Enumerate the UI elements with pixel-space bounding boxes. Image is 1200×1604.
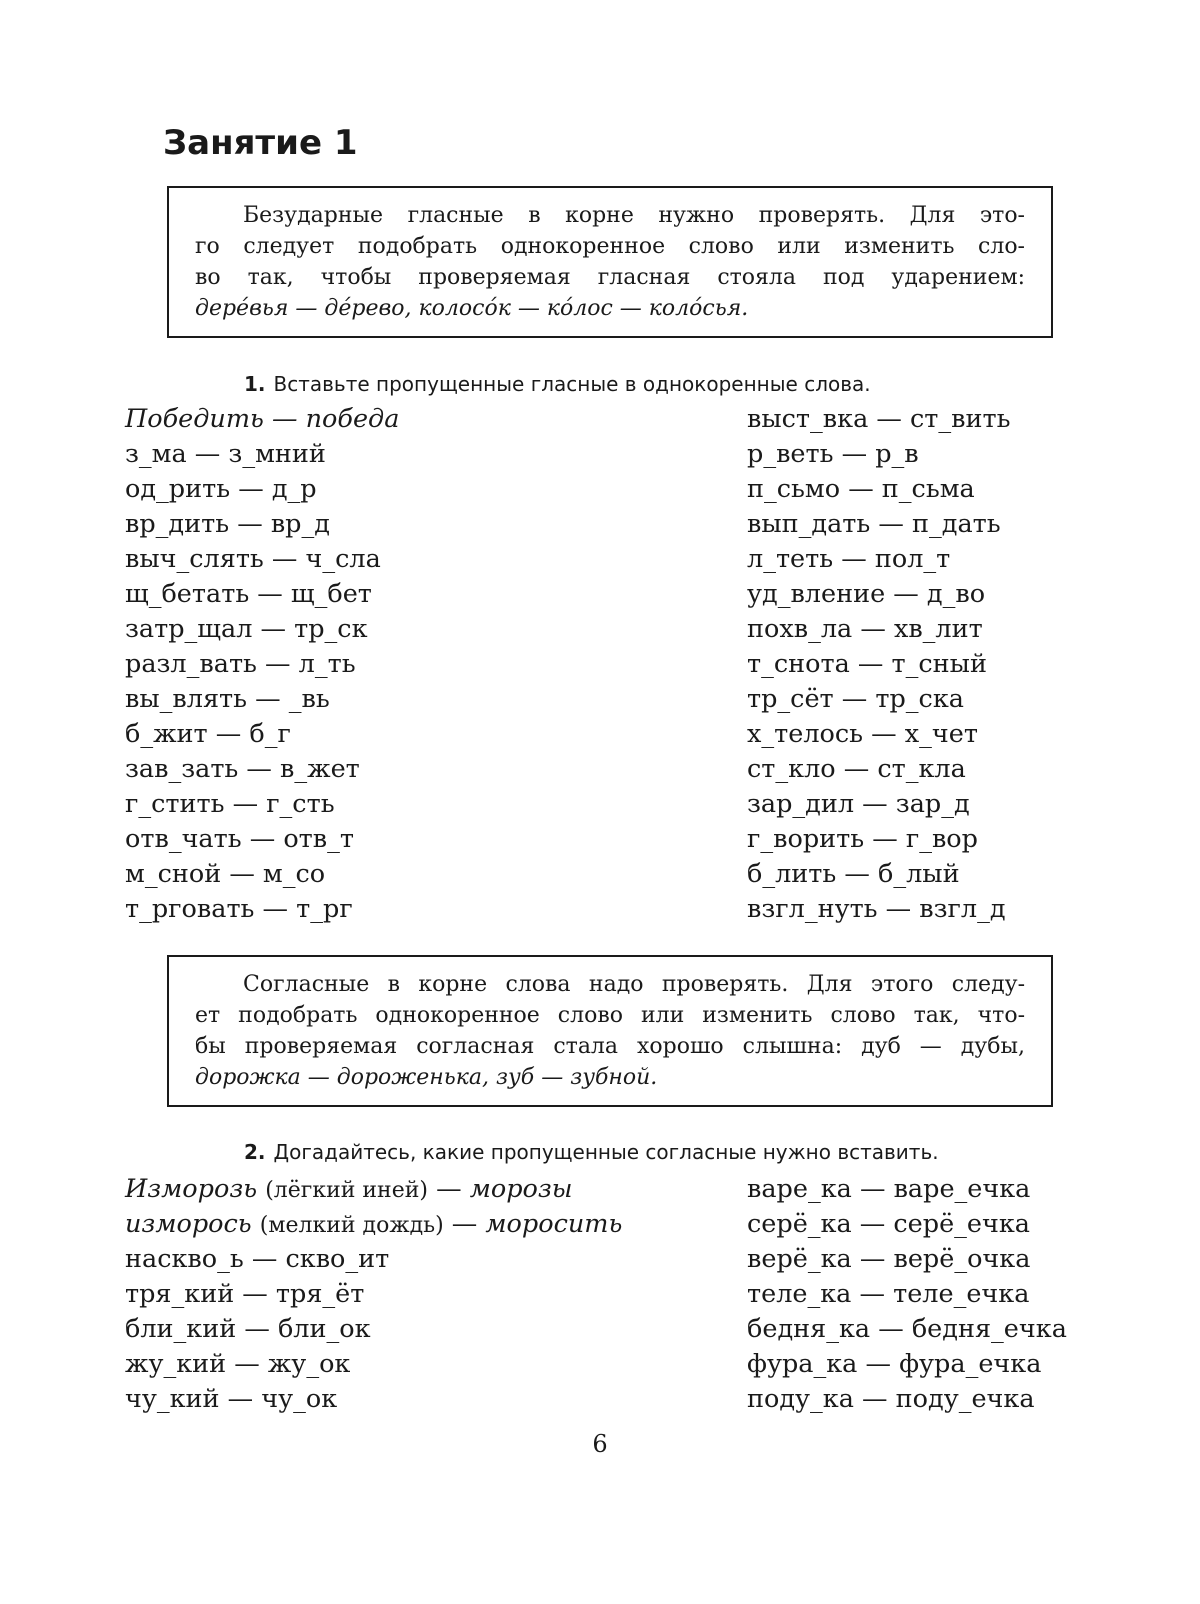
exercise-example: Победить — победа xyxy=(125,404,400,434)
exercise-item: зав_зать — в_жет xyxy=(125,754,360,784)
exercise-item: уд_вление — д_во xyxy=(747,579,986,609)
exercise-item: р_веть — р_в xyxy=(747,439,919,469)
task-number: 1. xyxy=(244,372,266,396)
exercise-item: т_снота — т_сный xyxy=(747,649,987,679)
exercise-item: выст_вка — ст_вить xyxy=(747,404,1011,434)
exercise-item: жу_кий — жу_ок xyxy=(125,1349,351,1379)
rule-box-vowels xyxy=(167,186,1053,338)
exercise-item: п_сьмо — п_сьма xyxy=(747,474,975,504)
rule-line: го следует подобрать однокоренное слово или изменить сло- xyxy=(195,234,1025,259)
rule-line: во так, чтобы проверяемая гласная стояла под ударением: xyxy=(195,265,1025,290)
exercise-item: выч_слять — ч_сла xyxy=(125,544,381,574)
rule-line: Согласные в корне слова надо проверять. Для этого следу- xyxy=(243,972,1025,997)
task-text: Догадайтесь, какие пропущенные согласные нужно вставить. xyxy=(273,1140,939,1164)
exercise-item: бли_кий — бли_ок xyxy=(125,1314,371,1344)
page-number: 6 xyxy=(592,1430,608,1458)
exercise-item: вр_дить — вр_д xyxy=(125,509,330,539)
rule-line: бы проверяемая согласная стала хорошо слышна: дуб — дубы, xyxy=(195,1034,1025,1059)
exercise-item: щ_бетать — щ_бет xyxy=(125,579,372,609)
exercise-item: г_стить — г_сть xyxy=(125,789,335,819)
task-1-instruction xyxy=(244,370,871,398)
rule-example-line: дорожка — дороженька, зуб — зубной. xyxy=(195,1065,658,1090)
exercise-item: л_теть — пол_т xyxy=(747,544,951,574)
rule-example-line: дере́вья — де́рево, колосо́к — ко́лос — коло́сья. xyxy=(195,296,749,321)
exercise-item: отв_чать — отв_т xyxy=(125,824,355,854)
exercise-item: т_рговать — т_рг xyxy=(125,894,353,924)
exercise-2-right-column xyxy=(747,1172,1067,1417)
example-word: изморось xyxy=(125,1209,252,1239)
exercise-item: зар_дил — зар_д xyxy=(747,789,970,819)
exercise-item: з_ма — з_мний xyxy=(125,439,326,469)
exercise-item: варе_ка — варе_ечка xyxy=(747,1174,1031,1204)
exercise-item: насквo_ь — скво_ит xyxy=(125,1244,390,1274)
lesson-title: Занятие 1 xyxy=(163,123,358,163)
exercise-item: тр_сёт — тр_ска xyxy=(747,684,964,714)
example-note: (мелкий дождь) xyxy=(259,1213,444,1238)
rule-line: ет подобрать однокоренное слово или изменить слово так, что- xyxy=(195,1003,1025,1028)
exercise-item: бедня_ка — бедня_ечка xyxy=(747,1314,1067,1344)
exercise-example xyxy=(125,1172,622,1207)
exercise-item: од_рить — д_р xyxy=(125,474,317,504)
exercise-item: вы_влять — _вь xyxy=(125,684,330,714)
exercise-item: затр_щал — тр_ск xyxy=(125,614,368,644)
rule-line: Безударные гласные в корне нужно проверять. Для это- xyxy=(243,203,1025,228)
exercise-item: г_ворить — г_вор xyxy=(747,824,978,854)
exercise-item: разл_вать — л_ть xyxy=(125,649,356,679)
task-2-instruction xyxy=(244,1138,939,1166)
exercise-item: верё_ка — верё_очка xyxy=(747,1244,1031,1274)
rule-box-consonants xyxy=(167,955,1053,1107)
exercise-1-left-column xyxy=(125,402,399,927)
exercise-item: взгл_нуть — взгл_д xyxy=(747,894,1006,924)
exercise-item: м_сной — м_со xyxy=(125,859,326,889)
exercise-item: чу_кий — чу_ок xyxy=(125,1384,338,1414)
example-note: (лёгкий иней) xyxy=(265,1178,428,1203)
task-text: Вставьте пропущенные гласные в однокоренные слова. xyxy=(273,372,871,396)
exercise-item: поду_ка — поду_ечка xyxy=(747,1384,1035,1414)
exercise-item: б_жит — б_г xyxy=(125,719,291,749)
exercise-item: тря_кий — тря_ёт xyxy=(125,1279,365,1309)
exercise-item: ст_кло — ст_кла xyxy=(747,754,966,784)
example-dash: — xyxy=(427,1174,470,1204)
example-dash: — xyxy=(443,1209,486,1239)
exercise-item: фура_ка — фура_ечка xyxy=(747,1349,1042,1379)
exercise-item: похв_ла — хв_лит xyxy=(747,614,983,644)
exercise-2-left-column xyxy=(125,1172,622,1417)
exercise-item: теле_ка — теле_ечка xyxy=(747,1279,1030,1309)
exercise-item: б_лить — б_лый xyxy=(747,859,960,889)
example-check-word: морозы xyxy=(469,1174,573,1204)
exercise-example xyxy=(125,1207,622,1242)
example-check-word: моросить xyxy=(485,1209,623,1239)
exercise-item: вып_дать — п_дать xyxy=(747,509,1001,539)
exercise-item: серё_ка — серё_ечка xyxy=(747,1209,1031,1239)
exercise-1-right-column xyxy=(747,402,1010,927)
example-word: Изморозь xyxy=(125,1174,258,1204)
task-number: 2. xyxy=(244,1140,266,1164)
exercise-item: х_телось — х_чет xyxy=(747,719,978,749)
